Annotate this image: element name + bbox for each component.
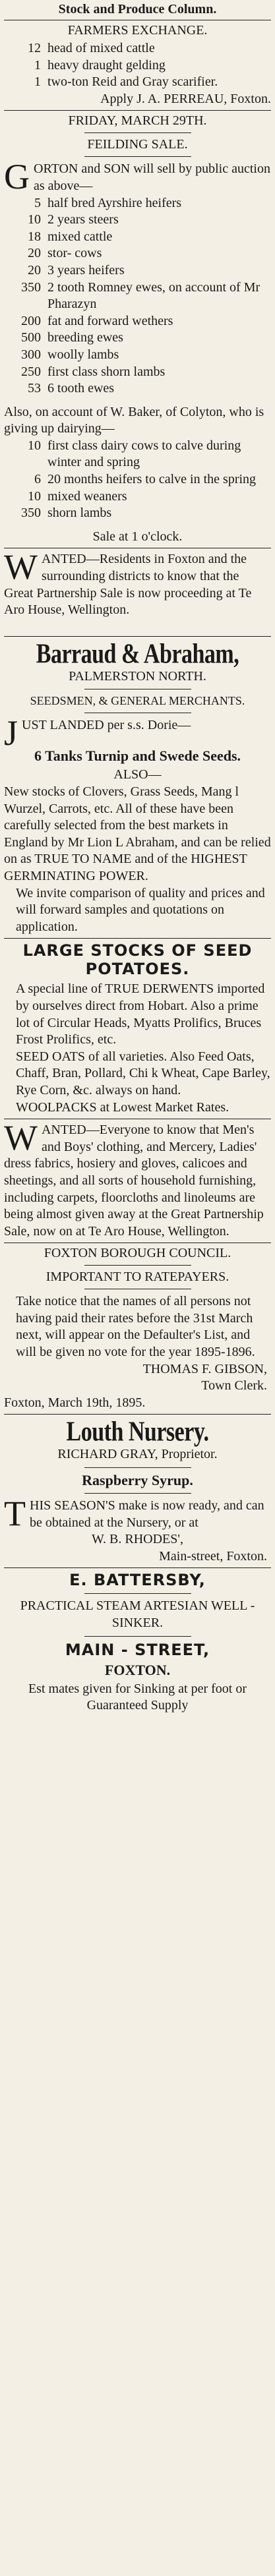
barraud-title: Barraud & Abraham, [36, 639, 239, 670]
item-quantity: 10 [28, 438, 41, 453]
divider [4, 1414, 271, 1415]
farmers-title: FARMERS EXCHANGE. [67, 23, 208, 38]
barraud-location: PALMERSTON NORTH. [69, 668, 206, 684]
borough-dateline: Foxton, March 19th, 1895. [4, 1395, 146, 1410]
list-item [4, 488, 271, 506]
divider [84, 1593, 191, 1594]
dropcap: W [4, 1118, 38, 1158]
item-quantity: 20 [28, 246, 41, 261]
item-description: fat and forward wethers [47, 313, 173, 328]
divider [4, 636, 271, 637]
battersby-name: E. BATTERSBY, [69, 1571, 206, 1590]
list-item [4, 471, 271, 488]
battersby-town: FOXTON. [104, 1661, 171, 1678]
battersby-street: MAIN - STREET, [65, 1640, 210, 1659]
item-quantity: 53 [28, 381, 41, 396]
item-description: breeding ewes [47, 330, 123, 345]
sale-title: FEILDING SALE. [87, 137, 188, 152]
louth-title: Louth Nursery. [66, 1417, 209, 1448]
item-description: mixed cattle [47, 229, 113, 244]
divider [84, 132, 191, 133]
borough-role: Town Clerk. [201, 1378, 267, 1393]
borough-notice: Take notice that the names of all persons not having paid their rates before the 31st March next, will appear on the Defaulter's List, and will be given no vote for the year 1895-1896. [16, 1294, 255, 1360]
divider [84, 1493, 191, 1494]
louth-text: HIS SEASON'S make is now ready, and can be obtained at the Nursery, or at [30, 1498, 264, 1530]
dropcap: J [4, 713, 18, 753]
item-description: first class dairy cows to calve during winter and spring [47, 438, 241, 470]
wanted-ad-2 [4, 1118, 271, 1240]
divider [84, 156, 191, 157]
sale-also: Also, on account of W. Baker, of Colyton, who is giving up dairying— [4, 404, 264, 436]
wanted-text: ANTED—Residents in Foxton and the surrounding districts to know that the Great Partnership Sale is now proceeding at Te Aro House, Wellington. [4, 552, 252, 618]
item-quantity: 12 [28, 41, 41, 55]
item-quantity: 20 [28, 262, 41, 278]
borough-signer: THOMAS F. GIBSON, [142, 1361, 267, 1376]
dropcap: T [4, 1494, 26, 1534]
list-item [4, 438, 271, 471]
landed-text: UST LANDED per s.s. Dorie— [22, 718, 191, 733]
sale-items [4, 195, 271, 397]
item-quantity: 200 [21, 313, 41, 328]
item-quantity: 300 [21, 347, 41, 362]
potatoes-heading: LARGE STOCKS OF SEED POTATOES. [22, 941, 253, 979]
divider [84, 1636, 191, 1637]
list-item [4, 74, 271, 91]
item-description: shorn lambs [47, 506, 112, 521]
list-item [4, 195, 271, 212]
dropcap: G [4, 157, 30, 197]
item-description: 3 years heifers [47, 262, 125, 278]
feilding-sale-ad [4, 113, 271, 545]
item-quantity: 5 [34, 195, 41, 210]
sale-intro: ORTON and SON will sell by public auction as above— [34, 161, 270, 193]
item-description: two-ton Reid and Gray scarifier. [47, 74, 218, 90]
louth-proprietor: RICHARD GRAY, Proprietor. [57, 1447, 218, 1462]
barraud-abraham-ad [4, 639, 271, 1116]
item-description: heavy draught gelding [47, 57, 166, 73]
new-stocks-text: New stocks of Clovers, Grass Seeds, Mang l Wurzel, Carrots, etc. All of these have been carefully selected from the best markets in England by Mr Lion L Abraham, and can be relied on as TRUE TO NAME and of the HIGHEST GERMINATING POWER. [4, 784, 271, 883]
list-item [4, 212, 271, 229]
woolpacks-text: WOOLPACKS at Lowest Market Rates. [16, 1099, 229, 1115]
column-header: Stock and Produce Column. [58, 2, 217, 16]
sale-date: FRIDAY, MARCH 29TH. [68, 113, 207, 129]
list-item [4, 347, 271, 364]
sale-time: Sale at 1 o'clock. [92, 529, 183, 544]
item-quantity: 250 [21, 364, 41, 379]
sale-items-dairy [4, 438, 271, 522]
list-item [4, 57, 271, 74]
item-quantity: 6 [34, 472, 41, 487]
item-description: stor- cows [47, 246, 102, 261]
divider [4, 1567, 271, 1568]
louth-address: Main-street, Foxton. [159, 1548, 267, 1564]
wanted-text: ANTED—Everyone to know that Men's and Boys' clothing, and Mercery, Ladies' dress fabrics, hosiery and gloves, calicoes and sheetings, and all sorts of household furnishing, including carpets, floorcloths and linoleums are being almost given away at the Great Partnership Sale, now on at Te Aro House, Wellington. [4, 1123, 264, 1239]
battersby-trade: PRACTICAL STEAM ARTESIAN WELL - SINKER. [20, 1598, 255, 1630]
item-description: 2 tooth Romney ewes, on account of Mr Pharazyn [47, 279, 260, 312]
dropcap: W [4, 547, 38, 587]
invite-text: We invite comparison of quality and prices and will forward samples and quotations on application. [16, 885, 265, 934]
list-item [4, 279, 271, 313]
item-quantity: 10 [28, 488, 41, 504]
tanks-heading: 6 Tanks Turnip and Swede Seeds. [34, 747, 241, 765]
farmers-exchange-ad [4, 2, 271, 107]
item-description: 2 years steers [47, 212, 119, 227]
item-quantity: 1 [34, 57, 41, 73]
item-description: mixed weaners [47, 488, 127, 504]
borough-council-notice [4, 1246, 271, 1411]
battersby-ad [4, 1571, 271, 1714]
oats-text: SEED OATS of all varieties. Also Feed Oats, Chaff, Bran, Pollard, Chi k Wheat, Cape Barley, Rye Corn, &c. always on hand. [16, 1049, 270, 1098]
list-item [4, 262, 271, 279]
item-description: head of mixed cattle [47, 41, 155, 55]
divider [84, 1265, 191, 1266]
divider [4, 110, 271, 111]
item-description: first class shorn lambs [47, 364, 166, 379]
divider [84, 1467, 191, 1468]
list-item [4, 380, 271, 397]
potatoes-text: A special line of TRUE DERWENTS imported by ourselves direct from Hobart. Also a prime lot of Circular Heads, Myatts Prolifics, Bruces Frost Prolifics, etc. [16, 981, 265, 1047]
item-description: 20 months heifers to calve in the spring [47, 472, 257, 487]
louth-product: Raspberry Syrup. [82, 1472, 193, 1489]
barraud-trade: SEEDSMEN, & GENERAL MERCHANTS. [30, 694, 245, 708]
divider [4, 938, 271, 939]
farmers-apply: Apply J. A. PERREAU, Foxton. [100, 91, 271, 106]
item-quantity: 350 [21, 279, 41, 295]
farmers-items [4, 40, 271, 91]
item-description: half bred Ayrshire heifers [47, 195, 182, 210]
battersby-estimates: Est mates given for Sinking at per foot or Guaranteed Supply [28, 1681, 247, 1713]
list-item [4, 330, 271, 347]
borough-subtitle: IMPORTANT TO RATEPAYERS. [46, 1270, 229, 1285]
list-item [4, 505, 271, 522]
louth-agent: W. B. RHODES', [92, 1532, 183, 1547]
louth-nursery-ad [4, 1417, 271, 1565]
item-description: 6 tooth ewes [47, 381, 115, 396]
list-item [4, 364, 271, 381]
item-quantity: 18 [28, 229, 41, 244]
wanted-ad-1 [4, 547, 271, 618]
list-item [4, 40, 271, 57]
also-heading: ALSO— [113, 767, 162, 782]
item-description: woolly lambs [47, 347, 119, 362]
item-quantity: 1 [34, 74, 41, 90]
item-quantity: 350 [21, 506, 41, 521]
list-item [4, 313, 271, 330]
list-item [4, 245, 271, 262]
borough-title: FOXTON BOROUGH COUNCIL. [44, 1246, 231, 1261]
item-quantity: 500 [21, 330, 41, 345]
item-quantity: 10 [28, 212, 41, 227]
list-item [4, 229, 271, 246]
